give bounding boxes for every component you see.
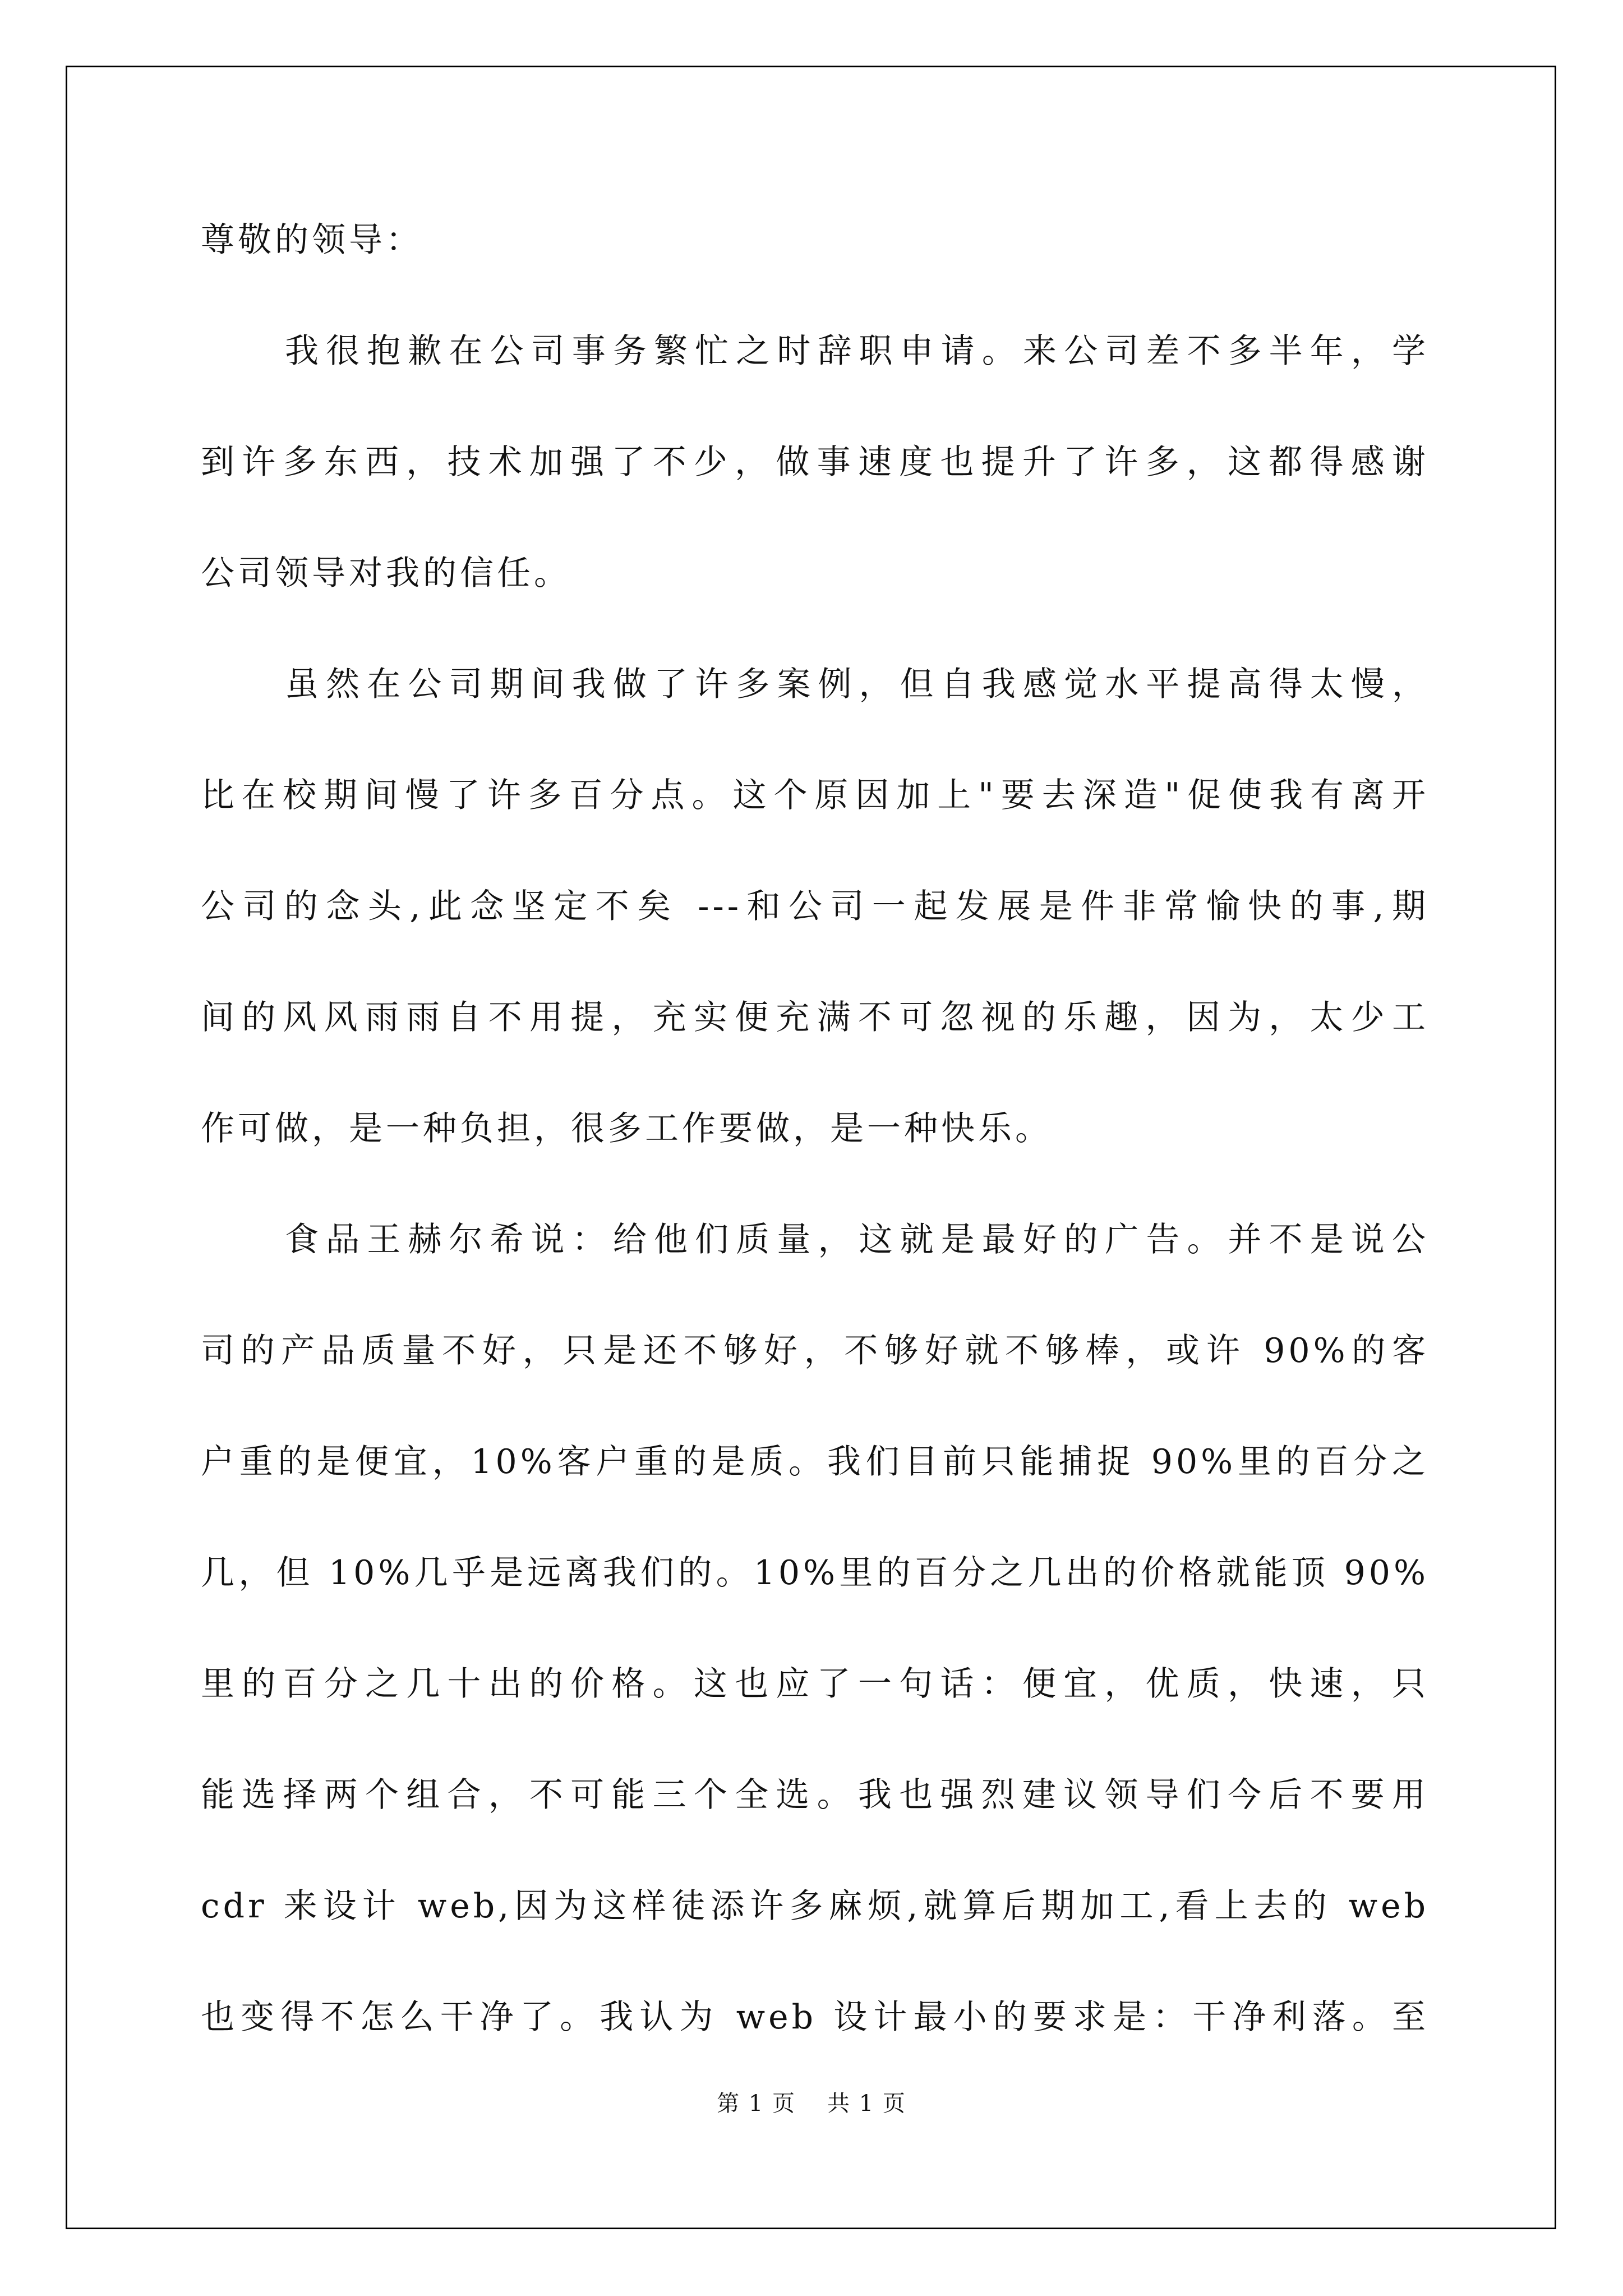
paragraph-3-line-2: 司的产品质量不好，只是还不够好，不够好就不够棒，或许 90%的客 xyxy=(201,1331,1429,1370)
paragraph-3-line-3: 户重的是便宜，10%客户重的是质。我们目前只能捕捉 90%里的百分之 xyxy=(201,1442,1429,1481)
paragraph-3-line-8: 也变得不怎么干净了。我认为 web 设计最小的要求是：干净利落。至 xyxy=(201,1998,1429,2037)
paragraph-1-line-3: 公司领导对我的信任。 xyxy=(201,554,571,593)
document-body xyxy=(201,206,1429,2095)
paragraph-2-line-3: 公司的念头,此念坚定不矣 ---和公司一起发展是件非常愉快的事,期 xyxy=(201,887,1429,926)
paragraph-2-line-2: 比在校期间慢了许多百分点。这个原因加上"要去深造"促使我有离开 xyxy=(201,776,1429,815)
paragraph-2-line-4: 间的风风雨雨自不用提，充实便充满不可忽视的乐趣，因为，太少工 xyxy=(201,998,1429,1037)
paragraph-3-line-6: 能选择两个组合，不可能三个全选。我也强烈建议领导们今后不要用 xyxy=(201,1775,1429,1815)
page-number: 第 1 页 xyxy=(717,2091,796,2116)
paragraph-1-line-2: 到许多东西，技术加强了不少，做事速度也提升了许多，这都得感谢 xyxy=(201,443,1429,482)
salutation: 尊敬的领导： xyxy=(201,220,423,260)
paragraph-2-line-5: 作可做，是一种负担，很多工作要做，是一种快乐。 xyxy=(201,1109,1052,1148)
paragraph-1-line-1: 我很抱歉在公司事务繁忙之时辞职申请。来公司差不多半年，学 xyxy=(285,332,1429,371)
page-footer xyxy=(0,2090,1623,2118)
paragraph-3-line-4: 几，但 10%几乎是远离我们的。10%里的百分之几出的价格就能顶 90% xyxy=(201,1553,1429,1593)
paragraph-3-line-7: cdr 来设计 web,因为这样徒添许多麻烦,就算后期加工,看上去的 web xyxy=(201,1887,1429,1926)
paragraph-3-line-1: 食品王赫尔希说：给他们质量，这就是最好的广告。并不是说公 xyxy=(285,1220,1429,1259)
paragraph-3-line-5: 里的百分之几十出的价格。这也应了一句话：便宜，优质，快速，只 xyxy=(201,1664,1429,1704)
page-total: 共 1 页 xyxy=(827,2091,906,2116)
paragraph-2-line-1: 虽然在公司期间我做了许多案例，但自我感觉水平提高得太慢， xyxy=(285,665,1429,704)
